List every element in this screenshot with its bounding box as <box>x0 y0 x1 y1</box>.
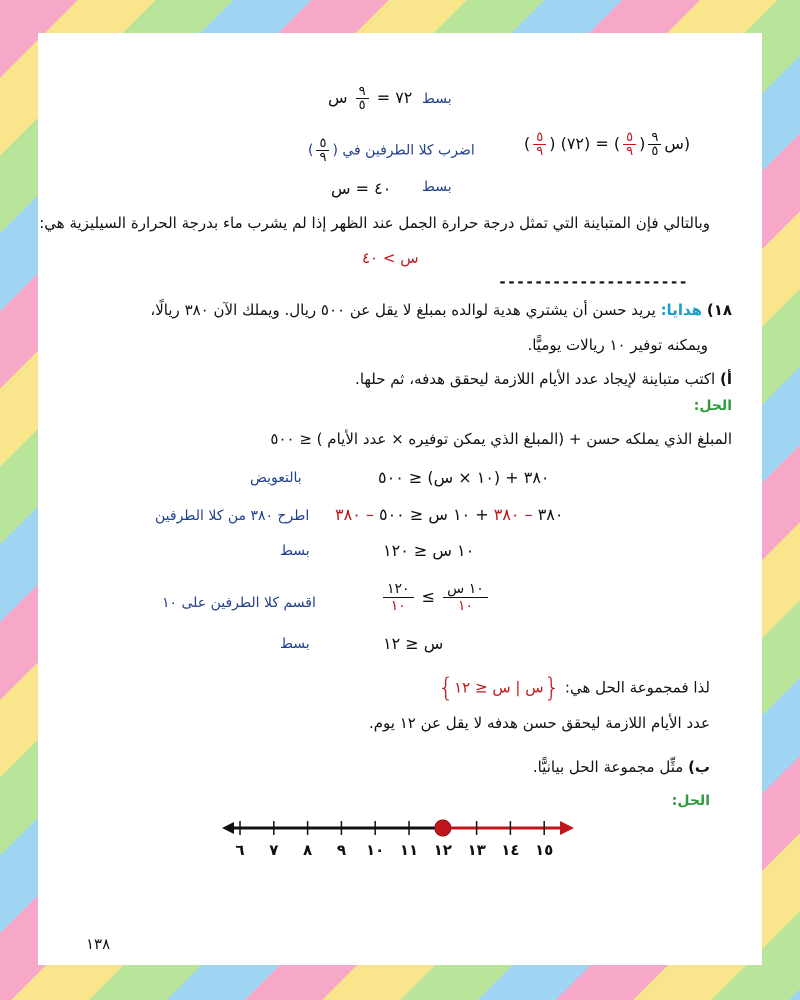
number-line-tick-label: ١٣ <box>467 841 486 859</box>
eq2-rparen: ) <box>549 134 556 153</box>
multiply-fraction: ( $\frac{٥}{٩}$ ) <box>308 136 338 165</box>
eq1-var: س <box>328 88 348 107</box>
eq2-left-den: ٩ <box>536 144 544 159</box>
solution-set-expr: س | س ≤ ١٢ <box>454 678 544 697</box>
step-4-note: اقسم كلا الطرفين على ١٠ <box>162 595 316 611</box>
final-inequality: س > ٤٠ <box>362 249 419 267</box>
step-2-minus-right: – ٣٨٠ <box>335 505 374 524</box>
number-line-tick-label: ١٤ <box>501 841 520 859</box>
number-line-tick-label: ٦ <box>235 841 245 859</box>
equation-3 <box>331 179 391 198</box>
eq2-var: س <box>664 134 684 153</box>
number-line-right-arrow <box>560 821 574 835</box>
eq2-rparen-2: ) <box>639 134 646 153</box>
step-4-den-l: ١٠ <box>457 598 473 614</box>
solution-label-a: الحل: <box>693 398 732 414</box>
problem-number: ١٨) <box>706 301 732 319</box>
step-2-minus-left: – ٣٨٠ <box>493 505 533 524</box>
eq2-rhs: (٧٢) <box>560 134 591 153</box>
eq2-coef-den: ٥ <box>651 144 659 159</box>
eq2-mid-den: ٩ <box>626 144 634 159</box>
multiply-den: ٩ <box>319 150 327 165</box>
number-line-point <box>435 820 451 836</box>
number-line-tick-label: ٨ <box>303 841 313 859</box>
step-note-simplify-1: بسط <box>422 91 452 107</box>
step-3-math: ١٠ س ≤ ١٢٠ <box>383 541 475 560</box>
eq2-equals: = <box>595 134 609 153</box>
step-1-note: بالتعويض <box>250 470 302 486</box>
part-b-letter: ب) <box>688 758 710 776</box>
number-line-tick-label: ١٠ <box>366 841 385 859</box>
step-4-op: ≤ <box>421 587 436 606</box>
solution-label-b: الحل: <box>671 793 710 809</box>
equation-2 <box>524 131 690 158</box>
part-a-letter: أ) <box>720 370 732 388</box>
step-2-b: + ١٠ س ≤ ٥٠٠ <box>378 505 489 524</box>
solution-set-label: لذا فمجموعة الحل هي: <box>564 678 710 697</box>
problem-keyword: هدايا: <box>660 301 703 319</box>
eq1-rhs: ٧٢ <box>395 88 413 107</box>
step-4-frac-left <box>443 581 488 614</box>
step-2-note: اطرح ٣٨٠ من كلا الطرفين <box>155 508 310 524</box>
solution-set <box>438 673 710 703</box>
multiply-note-text: اضرب كلا الطرفين في <box>342 142 475 159</box>
solution-set-brace-open: { <box>543 673 561 703</box>
eq1-num: ٩ <box>356 85 369 99</box>
step-3-note: بسط <box>280 543 310 559</box>
step-1-math: ٣٨٠ + (١٠ × س) ≤ ٥٠٠ <box>378 468 550 487</box>
number-line-tick-label: ٩ <box>336 841 346 859</box>
eq2-lparen: ( <box>524 134 531 153</box>
eq2-frac-coef <box>648 131 661 158</box>
separator-line: --------------------- <box>498 273 688 291</box>
equation-1 <box>328 85 412 112</box>
eq1-equals: = <box>376 88 391 107</box>
solution-set-brace-close: } <box>437 673 455 703</box>
problem-text-2: ويمكنه توفير ١٠ ريالات يوميًّا. <box>527 336 708 354</box>
step-2-math <box>335 505 563 524</box>
number-line <box>218 813 598 873</box>
eq3-rhs: ٤٠ <box>374 179 392 198</box>
eq2-rparen-3: ) <box>683 134 691 153</box>
number-line-tick-label: ١٢ <box>433 841 452 859</box>
eq2-coef-num: ٩ <box>648 131 661 145</box>
eq2-frac-left <box>533 131 546 158</box>
number-line-tick-label: ١٥ <box>535 841 554 859</box>
step-note-multiply <box>308 137 475 164</box>
problem-text-1: يريد حسن أن يشتري هدية لوالده بمبلغ لا يقل عن ٥٠٠ ريال. ويملك الآن ٣٨٠ ريالًا، <box>150 301 656 319</box>
eq3-var: س <box>331 179 351 198</box>
step-2-a: ٣٨٠ <box>537 505 564 524</box>
conclusion-text: وبالتالي فإن المتباينة التي تمثل درجة حرارة الجمل عند الظهر إذا لم يشرب ماء بدرجة الحرارة السيليزية هي: <box>39 214 710 232</box>
part-a <box>355 370 732 388</box>
page-number: ١٣٨ <box>86 935 111 953</box>
part-a-text: اكتب متباينة لإيجاد عدد الأيام اللازمة ليحقق هدفه، ثم حلها. <box>355 370 716 388</box>
step-4-num-l: ١٠ س <box>443 581 488 598</box>
step-5-math: س ≤ ١٢ <box>383 634 444 653</box>
number-line-tick-label: ١١ <box>399 841 419 859</box>
step-4-den-r: ١٠ <box>390 598 406 614</box>
multiply-num: ٥ <box>316 137 329 151</box>
eq3-equals: = <box>355 179 370 198</box>
number-line-left-arrow <box>222 822 234 834</box>
step-note-simplify-2: بسط <box>422 179 452 195</box>
problem-18-line1 <box>150 301 732 319</box>
eq2-left-num: ٥ <box>533 131 546 145</box>
step-4-math <box>380 581 491 614</box>
eq1-den: ٥ <box>358 98 366 113</box>
verbal-inequality: المبلغ الذي يملكه حسن + (المبلغ الذي يمكن توفيره × عدد الأيام ) ≤ ٥٠٠ <box>270 430 732 448</box>
step-5-note: بسط <box>280 636 310 652</box>
eq1-fraction <box>356 85 369 112</box>
eq2-frac-mid <box>623 131 636 158</box>
part-b <box>533 758 710 776</box>
eq2-lparen-2: ( <box>613 134 621 153</box>
number-line-tick-label: ٧ <box>269 841 279 859</box>
eq2-mid-num: ٥ <box>623 131 636 145</box>
part-b-text: مثِّل مجموعة الحل بيانيًّا. <box>532 758 684 776</box>
days-text: عدد الأيام اللازمة ليحقق حسن هدفه لا يقل عن ١٢ يوم. <box>368 714 710 732</box>
step-4-frac-right <box>383 581 414 614</box>
step-4-num-r: ١٢٠ <box>383 581 414 598</box>
textbook-page <box>38 33 762 965</box>
